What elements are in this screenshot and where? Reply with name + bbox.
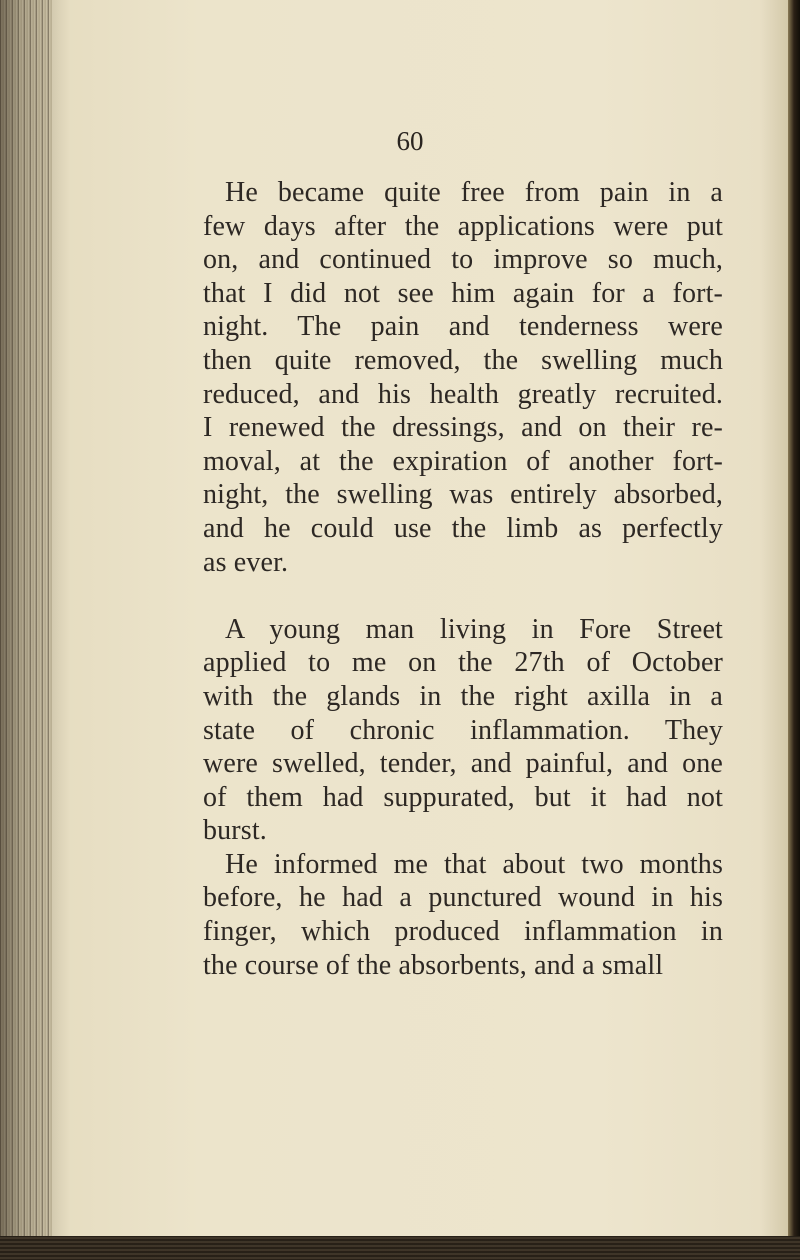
paragraph-1: [203, 176, 723, 579]
text-line: He became quite free from pain in a: [225, 177, 723, 208]
text-line: were swelled, tender, and painful, and one: [203, 748, 723, 780]
paragraph-spacer: [203, 579, 723, 613]
text-line: then quite removed, the swelling much: [203, 344, 723, 376]
text-line: state of chronic inflammation. They: [203, 714, 723, 746]
gutter-shadow: [0, 0, 70, 1260]
text-line: as ever.: [203, 546, 289, 578]
text-line: finger, which produced inflammation in: [203, 916, 723, 948]
text-line: the course of the absorbents, and a small: [203, 949, 664, 981]
paragraph-2: [203, 613, 723, 848]
body-text: [203, 176, 723, 982]
text-line: and he could use the limb as perfectly: [203, 512, 723, 544]
text-line: He informed me that about two months: [225, 848, 723, 880]
text-line: on, and continued to improve so much,: [203, 244, 723, 276]
text-line: applied to me on the 27th of October: [203, 647, 723, 679]
text-line: of them had suppurated, but it had not: [203, 781, 723, 813]
text-line: night. The pain and tenderness were: [203, 311, 723, 343]
text-line: that I did not see him again for a fort-: [203, 277, 723, 309]
text-line: burst.: [203, 815, 267, 847]
text-line: A young man living in Fore Street: [225, 613, 723, 645]
text-line: reduced, and his health greatly recruited.: [203, 378, 723, 410]
text-line: few days after the applications were put: [203, 210, 723, 242]
paragraph-3: [203, 848, 723, 982]
text-line: before, he had a punctured wound in his: [203, 882, 723, 914]
text-line: with the glands in the right axilla in a: [203, 680, 723, 712]
page-edges-bottom: [0, 1236, 800, 1260]
text-line: night, the swelling was entirely absorbed,: [203, 479, 723, 511]
text-line: moval, at the expiration of another fort-: [203, 445, 723, 477]
binding-edge-right: [788, 0, 800, 1260]
text-line: I renewed the dressings, and on their re-: [203, 412, 723, 444]
page-number: 60: [396, 126, 424, 156]
